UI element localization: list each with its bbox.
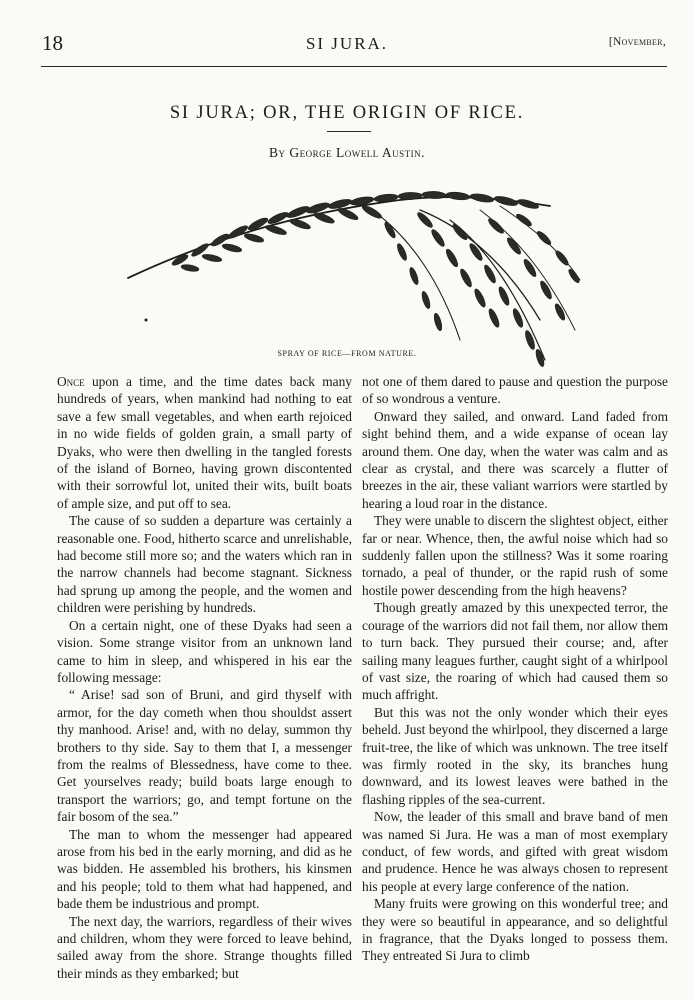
illustration-caption: SPRAY OF RICE—FROM NATURE.	[277, 349, 417, 358]
paragraph: The man to whom the messenger had appeared arose from his bed in the early morning, and did as he was bidden. He assembled his brothers, his kinsmen and his people; told to them what had happened, and bade them be industrious and prompt.	[57, 826, 352, 912]
left-column	[57, 373, 352, 982]
opening-word: Once	[57, 374, 85, 389]
paragraph: They were unable to discern the slightest object, either far or near. Whence, then, the awful noise which had so suddenly fallen upon the stillness? Was it some roaring tornado, a peal of thunder, or the rapid rush of some hostile power descending from the high heavens?	[362, 513, 668, 598]
paragraph-text: upon a time, and the time dates back many hundreds of years, when mankind had nothing to eat save a few small vegetables, and when earth rejoiced in no wide fields of golden grain, a small party of Dyaks, who were then dwelling in the tangled forests of the island of Borneo, having grown discontented with their sorrowful lot, united their wits, built boats of ample size, and put off to sea.	[57, 374, 352, 511]
header-rule	[41, 66, 667, 67]
running-title: SI JURA.	[305, 34, 389, 53]
title-rule	[327, 131, 371, 132]
paragraph: But this was not the only wonder which their eyes beheld. Just beyond the whirlpool, they discerned a large fruit-tree, the like of which was unknown. The tree itself was firmly rooted in the sky, its branches hung downward, and its lowest leaves were bathed in the flashing ripples of the sea-current.	[362, 704, 668, 807]
article-title: SI JURA; OR, THE ORIGIN OF RICE.	[169, 103, 525, 123]
issue-label: [November,	[608, 36, 666, 48]
right-column	[362, 373, 668, 965]
byline: By George Lowell Austin.	[269, 145, 425, 160]
paragraph: Though greatly amazed by this unexpected terror, the courage of the warriors did not fail them, nor allow them to turn back. They pursued their course; and, after sailing many leagues further, caught sight of a whirlpool of vast size, the roaring of which had caused them so much affright.	[362, 600, 668, 703]
page-number: 18	[42, 31, 63, 55]
paragraph: The next day, the warriors, regardless of their wives and children, whom they were forced to leave behind, sailed away from the shore. Strange thoughts filled their minds as they embarked; but	[57, 913, 352, 981]
rice-spray-illustration	[120, 180, 590, 370]
paragraph: On a certain night, one of these Dyaks had seen a vision. Some strange visitor from an unknown land came to him in sleep, and whispered in his ear the following message:	[57, 617, 352, 685]
paragraph: Onward they sailed, and onward. Land faded from sight behind them, and a wide expanse of ocean lay around them. One day, when the water was calm and as clear as crystal, and there was scarcely a flutter of breezes in the air, these valiant warriors were startled by hearing a loud roar in the distance.	[362, 408, 668, 511]
paragraph: Now, the leader of this small and brave band of men was named Si Jura. He was a man of most exemplary conduct, of few words, and gifted with great wisdom and prudence. Hence he was always chosen to represent his people at every large conference of the nation.	[362, 809, 668, 894]
quoted-message: “ Arise! sad son of Bruni, and gird thyself with armor, for the day cometh when thou shouldst assert thy manhood. Arise! and, with no delay, summon thy brothers to thy side. Say to them that I, a messenger from the realms of Blessedness, have come to thee. Get yourselves ready; build boats large enough to transport the warriors; go, and tempt fortune on the fair bosom of the sea.”	[57, 687, 352, 825]
paragraph	[57, 373, 352, 512]
paragraph-continued: not one of them dared to pause and question the purpose of so wondrous a venture.	[362, 374, 668, 407]
paragraph: The cause of so sudden a departure was certainly a reasonable one. Food, hitherto scarce and unrelishable, had become still more so; and the waters which ran in the narrow channels had become stagnant. Sickness had sprung up among the people, and the women and children were perishing by hundreds.	[57, 513, 352, 616]
paragraph: Many fruits were growing on this wonderful tree; and they were so beautiful in appearance, and so delightful in fragrance, that the Dyaks longed to possess them. They entreated Si Jura to climb	[362, 896, 668, 964]
running-head	[0, 31, 694, 55]
